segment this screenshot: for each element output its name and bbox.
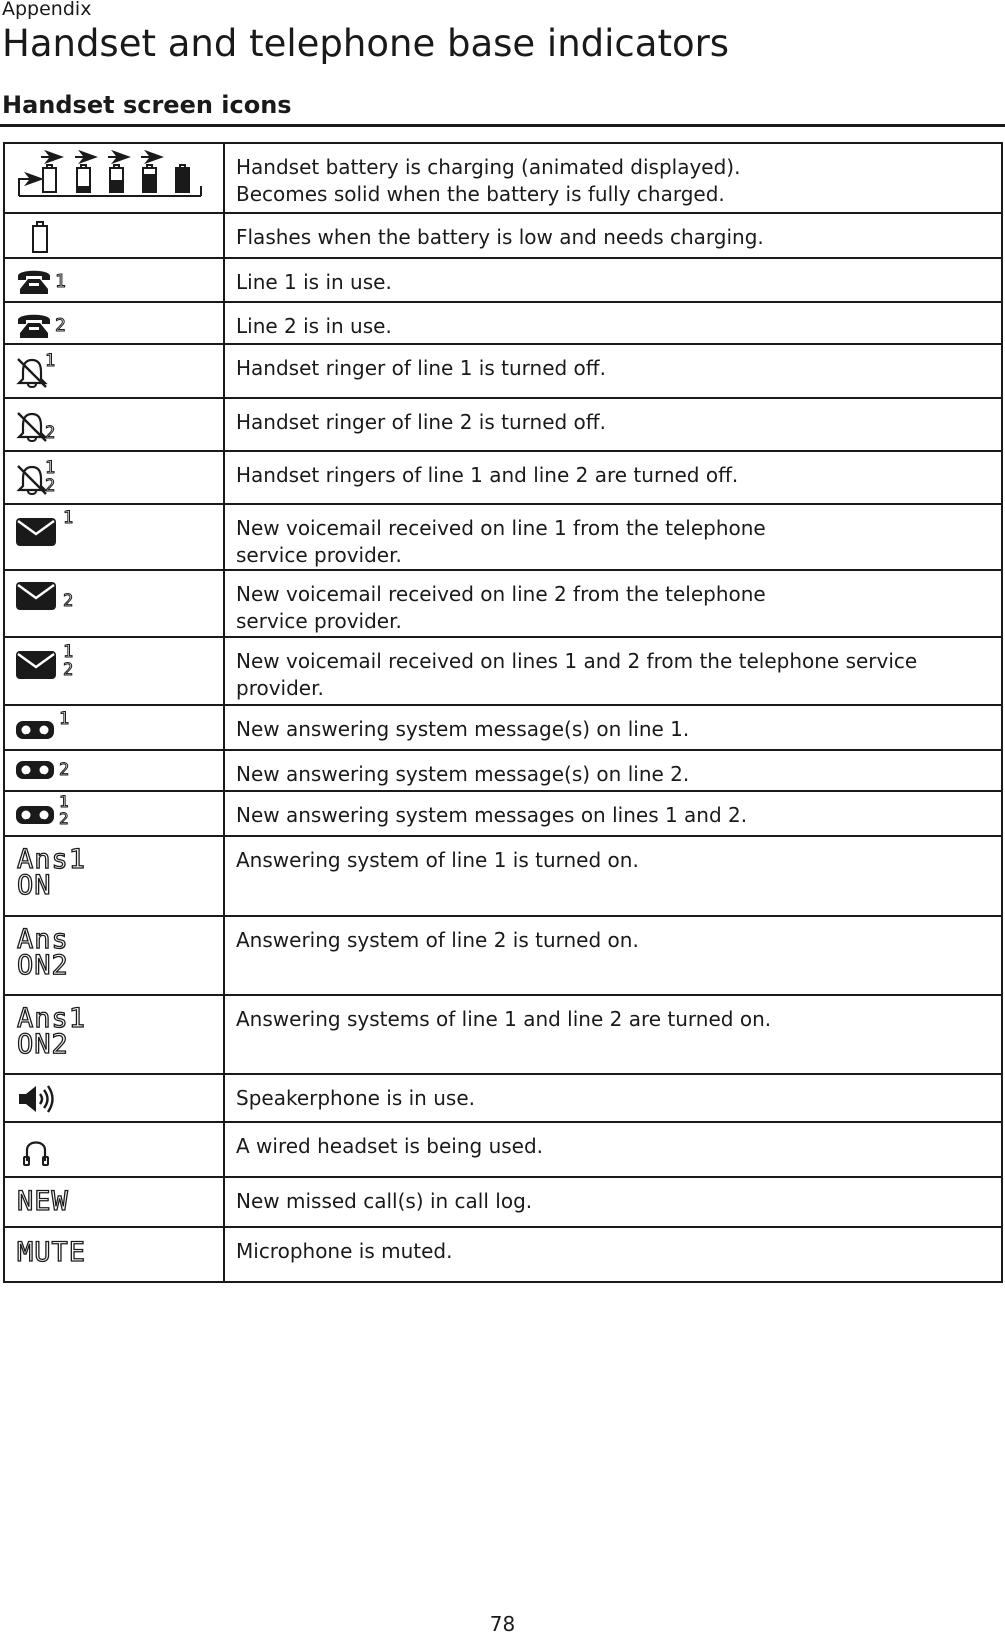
description-text: Becomes solid when the battery is fully charged. bbox=[236, 182, 725, 206]
description-text: provider. bbox=[236, 676, 324, 700]
description-cell bbox=[224, 258, 1002, 302]
ringer-off-both-lines-icon bbox=[15, 462, 49, 498]
ans-on2-icon bbox=[17, 924, 69, 981]
line-number: 2 bbox=[45, 476, 56, 496]
table-row bbox=[4, 143, 1002, 213]
line-number: 2 bbox=[63, 660, 74, 680]
description-cell bbox=[224, 302, 1002, 344]
lcd-text: Ans1 bbox=[17, 1003, 87, 1034]
lcd-text: MUTE bbox=[17, 1237, 87, 1268]
voicemail-line-1-icon bbox=[15, 517, 57, 547]
icon-cell bbox=[4, 916, 224, 995]
description-text: service provider. bbox=[236, 609, 402, 633]
icon-cell bbox=[4, 258, 224, 302]
line-2-in-use-icon bbox=[15, 309, 85, 341]
icon-cell bbox=[4, 637, 224, 705]
table-row bbox=[4, 791, 1002, 836]
icon-cell bbox=[4, 213, 224, 258]
description-text: New voicemail received on lines 1 and 2 from the telephone service bbox=[236, 649, 918, 673]
lcd-text: NEW bbox=[17, 1186, 69, 1217]
description-cell bbox=[224, 504, 1002, 570]
description-text: Line 1 is in use. bbox=[236, 270, 392, 294]
icon-cell bbox=[4, 1122, 224, 1177]
icon-cell bbox=[4, 143, 224, 213]
table-row bbox=[4, 258, 1002, 302]
description-text: Handset ringer of line 2 is turned off. bbox=[236, 410, 606, 434]
description-text: Answering system of line 1 is turned on. bbox=[236, 848, 639, 872]
description-cell bbox=[224, 995, 1002, 1074]
table-row bbox=[4, 344, 1002, 398]
table-row bbox=[4, 398, 1002, 451]
description-cell bbox=[224, 705, 1002, 750]
table-row bbox=[4, 302, 1002, 344]
line-number: 1 bbox=[45, 351, 56, 371]
lcd-text: ON bbox=[17, 870, 52, 901]
icon-cell bbox=[4, 1074, 224, 1122]
description-cell bbox=[224, 344, 1002, 398]
line-number: 1 bbox=[59, 792, 69, 811]
table-row bbox=[4, 213, 1002, 258]
table-row bbox=[4, 1227, 1002, 1282]
description-cell bbox=[224, 791, 1002, 836]
table-row bbox=[4, 916, 1002, 995]
icon-cell bbox=[4, 1177, 224, 1227]
new-missed-call-icon bbox=[17, 1186, 69, 1217]
line-number: 2 bbox=[59, 760, 70, 780]
line-number: 2 bbox=[55, 315, 66, 336]
battery-charging-animation-icon bbox=[15, 150, 205, 204]
icon-cell bbox=[4, 705, 224, 750]
line-number: 1 bbox=[63, 642, 74, 662]
icon-cell bbox=[4, 504, 224, 570]
line-number: 1 bbox=[55, 271, 66, 292]
description-text: New voicemail received on line 2 from the telephone bbox=[236, 582, 766, 606]
line-number: 2 bbox=[63, 591, 74, 611]
line-number: 2 bbox=[45, 423, 56, 443]
title-rule bbox=[0, 124, 1005, 127]
icon-cell bbox=[4, 451, 224, 504]
description-cell bbox=[224, 1227, 1002, 1282]
page-number: 78 bbox=[489, 1612, 516, 1636]
description-text: Handset battery is charging (animated displayed). bbox=[236, 155, 741, 179]
voicemail-line-2-icon bbox=[15, 581, 57, 611]
table-row bbox=[4, 995, 1002, 1074]
line-number: 2 bbox=[59, 809, 69, 828]
icon-cell bbox=[4, 1227, 224, 1282]
description-text: service provider. bbox=[236, 543, 402, 567]
mute-icon bbox=[17, 1237, 87, 1268]
table-row bbox=[4, 750, 1002, 791]
table-row bbox=[4, 451, 1002, 504]
line-1-in-use-icon bbox=[15, 265, 85, 297]
description-text: Microphone is muted. bbox=[236, 1239, 453, 1263]
icon-cell bbox=[4, 750, 224, 791]
headset-icon bbox=[21, 1135, 51, 1169]
lcd-text: Ans1 bbox=[17, 844, 87, 875]
description-cell bbox=[224, 451, 1002, 504]
section-label: Appendix bbox=[2, 0, 92, 20]
page-title: Handset and telephone base indicators bbox=[2, 22, 730, 65]
description-text: A wired headset is being used. bbox=[236, 1134, 544, 1158]
table-row bbox=[4, 570, 1002, 637]
lcd-text: Ans bbox=[17, 924, 69, 955]
description-cell bbox=[224, 1074, 1002, 1122]
icon-cell bbox=[4, 344, 224, 398]
answering-message-line-2-icon bbox=[15, 760, 55, 780]
description-text: New answering system messages on lines 1 and 2. bbox=[236, 803, 748, 827]
description-cell bbox=[224, 1122, 1002, 1177]
icon-cell bbox=[4, 570, 224, 637]
description-text: Handset ringers of line 1 and line 2 are turned off. bbox=[236, 463, 739, 487]
table-row bbox=[4, 705, 1002, 750]
description-text: New missed call(s) in call log. bbox=[236, 1189, 533, 1213]
answering-message-line-1-icon bbox=[15, 720, 55, 740]
description-text: Answering systems of line 1 and line 2 are turned on. bbox=[236, 1007, 772, 1031]
description-cell bbox=[224, 570, 1002, 637]
icon-cell bbox=[4, 791, 224, 836]
description-text: Line 2 is in use. bbox=[236, 314, 392, 338]
voicemail-both-lines-icon bbox=[15, 650, 57, 680]
description-text: New voicemail received on line 1 from the telephone bbox=[236, 516, 766, 540]
description-text: New answering system message(s) on line 1. bbox=[236, 717, 690, 741]
description-cell bbox=[224, 398, 1002, 451]
lcd-text: ON2 bbox=[17, 1029, 69, 1060]
description-text: New answering system message(s) on line 2. bbox=[236, 762, 690, 786]
description-cell bbox=[224, 916, 1002, 995]
description-cell bbox=[224, 1177, 1002, 1227]
table-row bbox=[4, 637, 1002, 705]
description-text: Flashes when the battery is low and needs charging. bbox=[236, 225, 764, 249]
line-number: 1 bbox=[63, 508, 74, 528]
line-number: 1 bbox=[59, 709, 70, 729]
description-text: Answering system of line 2 is turned on. bbox=[236, 928, 639, 952]
table-row bbox=[4, 504, 1002, 570]
table-row bbox=[4, 836, 1002, 916]
table-row bbox=[4, 1177, 1002, 1227]
table-row bbox=[4, 1122, 1002, 1177]
ans1-on-icon bbox=[17, 844, 87, 901]
line-number: 1 bbox=[45, 458, 56, 478]
section-subtitle: Handset screen icons bbox=[2, 91, 292, 119]
ringer-off-line-1-icon bbox=[15, 355, 49, 391]
description-text: Handset ringer of line 1 is turned off. bbox=[236, 356, 606, 380]
icon-cell bbox=[4, 398, 224, 451]
lcd-text: ON2 bbox=[17, 950, 69, 981]
ans1-on2-icon bbox=[17, 1003, 87, 1060]
ringer-off-line-2-icon bbox=[15, 409, 49, 445]
description-cell bbox=[224, 143, 1002, 213]
speakerphone-icon bbox=[17, 1083, 57, 1115]
description-cell bbox=[224, 213, 1002, 258]
description-cell bbox=[224, 836, 1002, 916]
icon-cell bbox=[4, 836, 224, 916]
icon-cell bbox=[4, 995, 224, 1074]
table-row bbox=[4, 1074, 1002, 1122]
icon-table bbox=[3, 142, 1003, 1283]
answering-message-both-lines-icon bbox=[15, 805, 55, 825]
description-cell bbox=[224, 637, 1002, 705]
battery-low-icon bbox=[29, 220, 53, 254]
description-cell bbox=[224, 750, 1002, 791]
description-text: Speakerphone is in use. bbox=[236, 1086, 475, 1110]
icon-cell bbox=[4, 302, 224, 344]
